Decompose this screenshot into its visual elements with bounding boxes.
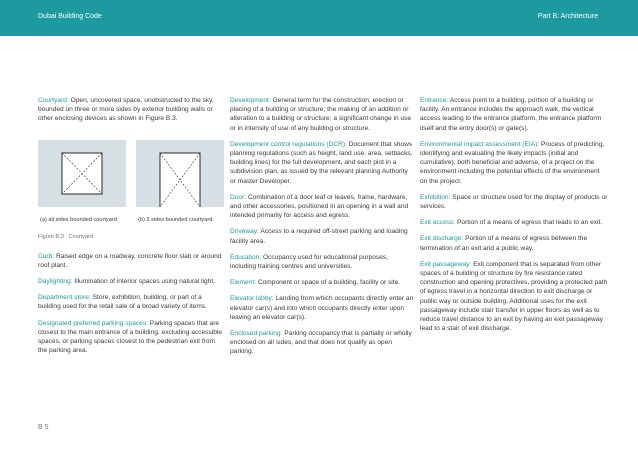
- definition-term: Elevator lobby:: [230, 295, 274, 303]
- courtyard-figure: [38, 132, 222, 252]
- column-3: [420, 96, 608, 340]
- definition-entry: [230, 329, 414, 357]
- definition-term: Curb:: [38, 252, 55, 260]
- definition-entry: [230, 193, 414, 221]
- courtyard-diagram-three-sides: [136, 140, 224, 207]
- definition-text: Store, exhibition, building, or part of a building used for the retail sale of a broad variety of items.: [38, 294, 207, 311]
- definition-text: Landing from which occupants directly enter an elevator car(s) and into which occupants directly enter upon leaving an elevator car(s).: [230, 295, 414, 321]
- figure-caption-a: (a) all sides bounded courtyard: [40, 216, 117, 223]
- definition-term: Courtyard:: [38, 97, 69, 104]
- definition-term: Door:: [230, 193, 247, 201]
- definition-text: Combination of a door leaf or leaves, frame, hardware, and other accessories, positioned in an opening in a wall and intended primarily for access and egress.: [230, 193, 409, 220]
- definition-text: Portion of a means of egress between the termination of an exit and a public way.: [420, 235, 588, 252]
- definition-entry: [230, 140, 414, 186]
- definition-term: Exit discharge:: [420, 235, 464, 243]
- definition-term: Environmental impact assessment (EIA):: [420, 140, 540, 148]
- page-number: B 5: [38, 424, 49, 431]
- definition-text: Space or structure used for the display of products or services.: [420, 193, 608, 211]
- definition-text: Parking occupancy that is partially or wholly enclosed on all sides, and that does not qualify as open parking.: [230, 330, 412, 356]
- definition-term: Driveway:: [230, 228, 259, 236]
- figure-title: Courtyard: [68, 233, 94, 240]
- definition-term: Designated preferred parking spaces:: [38, 319, 148, 327]
- column-2: [230, 96, 414, 364]
- definition-term: Entrance:: [420, 97, 449, 104]
- definition-term: Department store:: [38, 294, 91, 302]
- definition-term: Exit access:: [420, 219, 456, 227]
- courtyard-diagram-all-sides: [38, 140, 126, 207]
- definition-term: Exhibition:: [420, 193, 451, 201]
- definition-entry: [420, 140, 608, 186]
- definition-entry: [38, 277, 222, 286]
- definition-entry: [420, 234, 608, 252]
- figure-caption-b: (b) 3 sides bounded courtyard: [138, 216, 213, 223]
- definition-text: Occupancy used for educational purposes, including training centres and universities.: [230, 253, 388, 271]
- definition-entry: [420, 218, 608, 227]
- definition-text: Access point to a building, portion of a building or facility. An entrance includes the approach walk, the vertical access leading to the entrance platform, the entrance platform itself and the entry door(s) or gate(s).: [420, 97, 602, 132]
- definition-entry: [38, 96, 222, 124]
- definition-entry: [230, 227, 414, 245]
- definition-term: Education:: [230, 253, 262, 261]
- definition-text: Component or space of a building, facility or site.: [256, 279, 401, 287]
- figure-number: Figure B.3: [38, 233, 64, 240]
- definition-text: Exit component that is separated from other spaces of a building or structure by fire resistance rated construction and opening protectives, providing a protected path of egress travel in a horizontal direction to exit discharge or public way or outside building. Additional uses for the exit passageway include stair transfer in upper floors as well as to reduce travel distance to an exit by having an exit passageway lead to a stair of exit discharge.: [420, 260, 608, 333]
- definition-text: General term for the construction, erection or placing of a building or structure; the making of an addition or alteration to a building or structure; a significant change in use or in intensity of use of any building or structure.: [230, 97, 412, 132]
- page-header: [0, 0, 638, 36]
- definition-term: Enclosed parking:: [230, 330, 283, 338]
- definition-entry: [420, 96, 608, 133]
- definition-text: Illumination of interior spaces using natural light.: [72, 278, 216, 286]
- definition-entry: [230, 253, 414, 271]
- definition-entry: [230, 294, 414, 322]
- definition-text: Access to a required off-street parking and loading facility area.: [230, 228, 408, 245]
- definition-text: Process of predicting, identifying and evaluating the likely impacts (initial and cumulative), both beneficial and adverse, of a project on the environment including the potential effects of the environment on the project.: [420, 140, 605, 185]
- definition-text: Open, uncovered space, unobstructed to the sky, bounded on three or more sides by exterior building walls or other enclosing devices as shown in Figure B.3.: [38, 97, 214, 123]
- section-title: Part B: Architecture: [537, 13, 598, 20]
- courtyard-all-sides-drawing: [38, 140, 126, 207]
- definition-term: Development control regulations (DCR):: [230, 140, 347, 148]
- definition-term: Exit passageway:: [420, 260, 472, 268]
- definition-text: Parking spaces that are closest to the main entrance of a building, excluding accessible spaces, or parking spaces closest to the pedestrian exit from the parking area.: [38, 319, 223, 355]
- figure-label: [38, 233, 93, 242]
- definition-text: Document that shows planning regulations (such as height, land use, area, setbacks, building lines) for the full development, and each plot in a subdivision plan, as issued by the relevant planning Authority or master Developer.: [230, 140, 413, 185]
- definition-entry: [230, 278, 414, 287]
- definition-entry: [230, 96, 414, 133]
- document-title: Dubai Building Code: [38, 13, 102, 20]
- definition-entry: [420, 193, 608, 211]
- definition-term: Daylighting:: [38, 278, 73, 286]
- definition-text: Portion of a means of egress that leads to an exit.: [455, 219, 603, 227]
- courtyard-three-sides-drawing: [136, 140, 224, 207]
- definition-entry: [420, 260, 608, 334]
- definition-term: Development:: [230, 97, 271, 104]
- definition-term: Element:: [230, 279, 257, 287]
- definition-entry: [38, 319, 222, 356]
- column-1-bottom: [38, 252, 222, 356]
- definition-entry: [38, 293, 222, 311]
- column-1-top: [38, 96, 222, 124]
- column-1: [38, 96, 222, 362]
- definition-entry: [38, 252, 222, 270]
- definition-text: Raised edge on a roadway, concrete floor slab or around roof plant.: [38, 252, 222, 269]
